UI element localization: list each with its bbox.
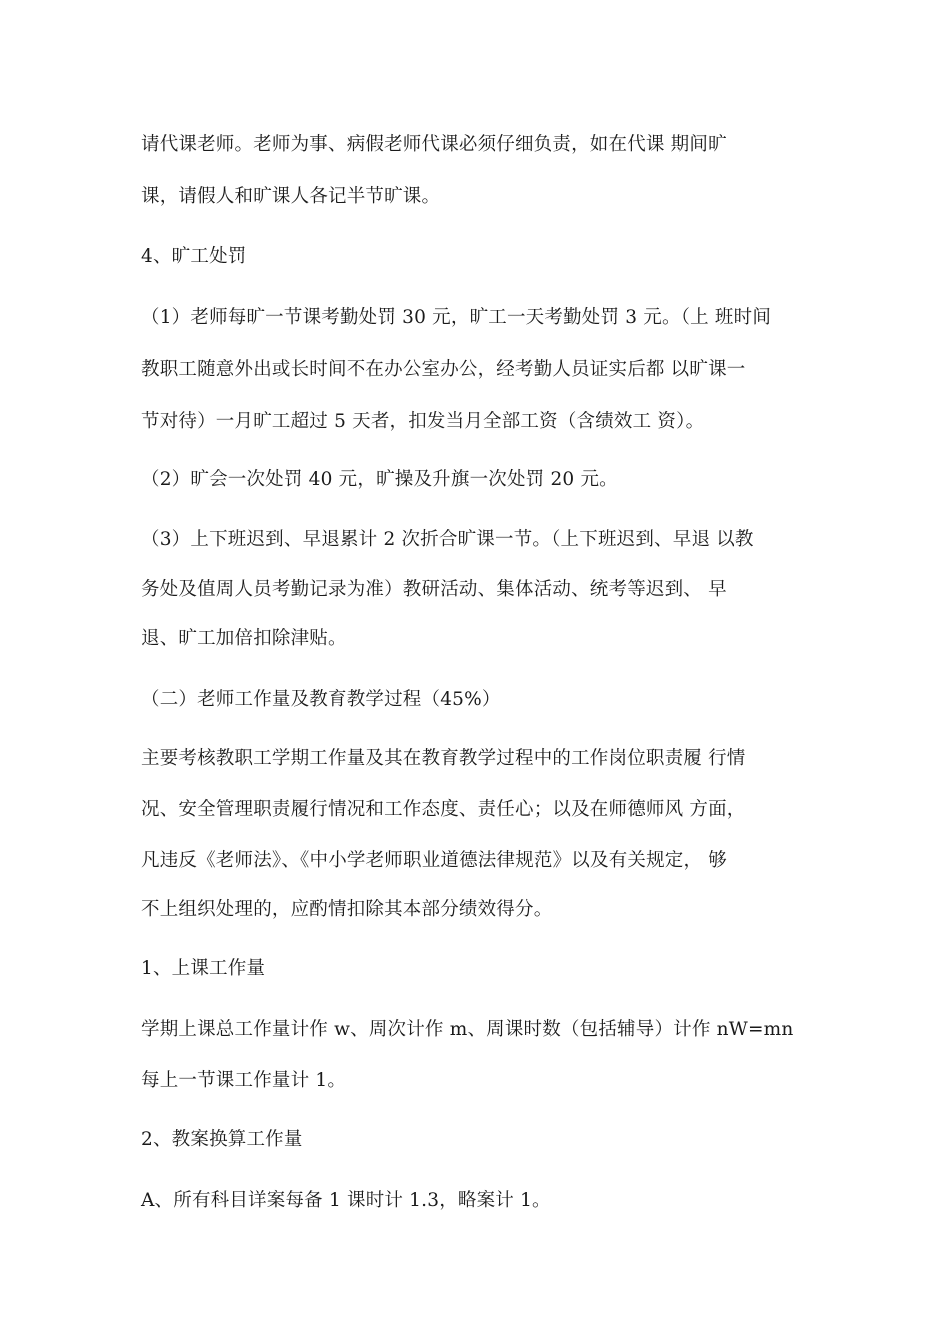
text-line-14: 凡违反《老师法》、《中小学老师职业道德法律规范》以及有关规定， 够 xyxy=(141,850,727,871)
text-line-13: 况、安全管理职责履行情况和工作态度、责任心；以及在师德师风 方面， xyxy=(141,799,746,820)
section-heading-lesson-plan: 2、教案换算工作量 xyxy=(141,1129,303,1150)
text-line-5: 教职工随意外出或长时间不在办公室办公，经考勤人员证实后都 以旷课一 xyxy=(141,359,746,380)
text-line-4: （1）老师每旷一节课考勤处罚 30 元，旷工一天考勤处罚 3 元。（上 班时间 xyxy=(141,307,772,328)
text-line-17: 学期上课总工作量计作 w、周次计作 m、周课时数（包括辅导）计作 nW=mn xyxy=(141,1019,794,1040)
section-heading-teaching-workload: 1、上课工作量 xyxy=(141,958,266,979)
text-line-6: 节对待）一月旷工超过 5 天者，扣发当月全部工资（含绩效工 资）。 xyxy=(141,411,705,432)
text-line-8: （3）上下班迟到、早退累计 2 次折合旷课一节。（上下班迟到、早退 以教 xyxy=(141,529,754,550)
text-line-18: 每上一节课工作量计 1。 xyxy=(141,1070,347,1091)
text-line-10: 退、旷工加倍扣除津贴。 xyxy=(141,628,347,649)
section-heading-absence-penalty: 4、旷工处罚 xyxy=(141,246,247,267)
text-line-2: 课，请假人和旷课人各记半节旷课。 xyxy=(141,186,441,207)
text-line-12: 主要考核教职工学期工作量及其在教育教学过程中的工作岗位职责履 行情 xyxy=(141,748,746,769)
text-line-1: 请代课老师。老师为事、病假老师代课必须仔细负责，如在代课 期间旷 xyxy=(141,134,727,155)
text-line-15: 不上组织处理的，应酌情扣除其本部分绩效得分。 xyxy=(141,899,553,920)
text-line-7: （2）旷会一次处罚 40 元，旷操及升旗一次处罚 20 元。 xyxy=(141,469,618,490)
text-line-9: 务处及值周人员考勤记录为准）教研活动、集体活动、统考等迟到、 早 xyxy=(141,579,727,600)
section-heading-workload: （二）老师工作量及教育教学过程（45%） xyxy=(141,689,501,710)
text-line-20: A、所有科目详案每备 1 课时计 1.3，略案计 1。 xyxy=(141,1190,551,1211)
